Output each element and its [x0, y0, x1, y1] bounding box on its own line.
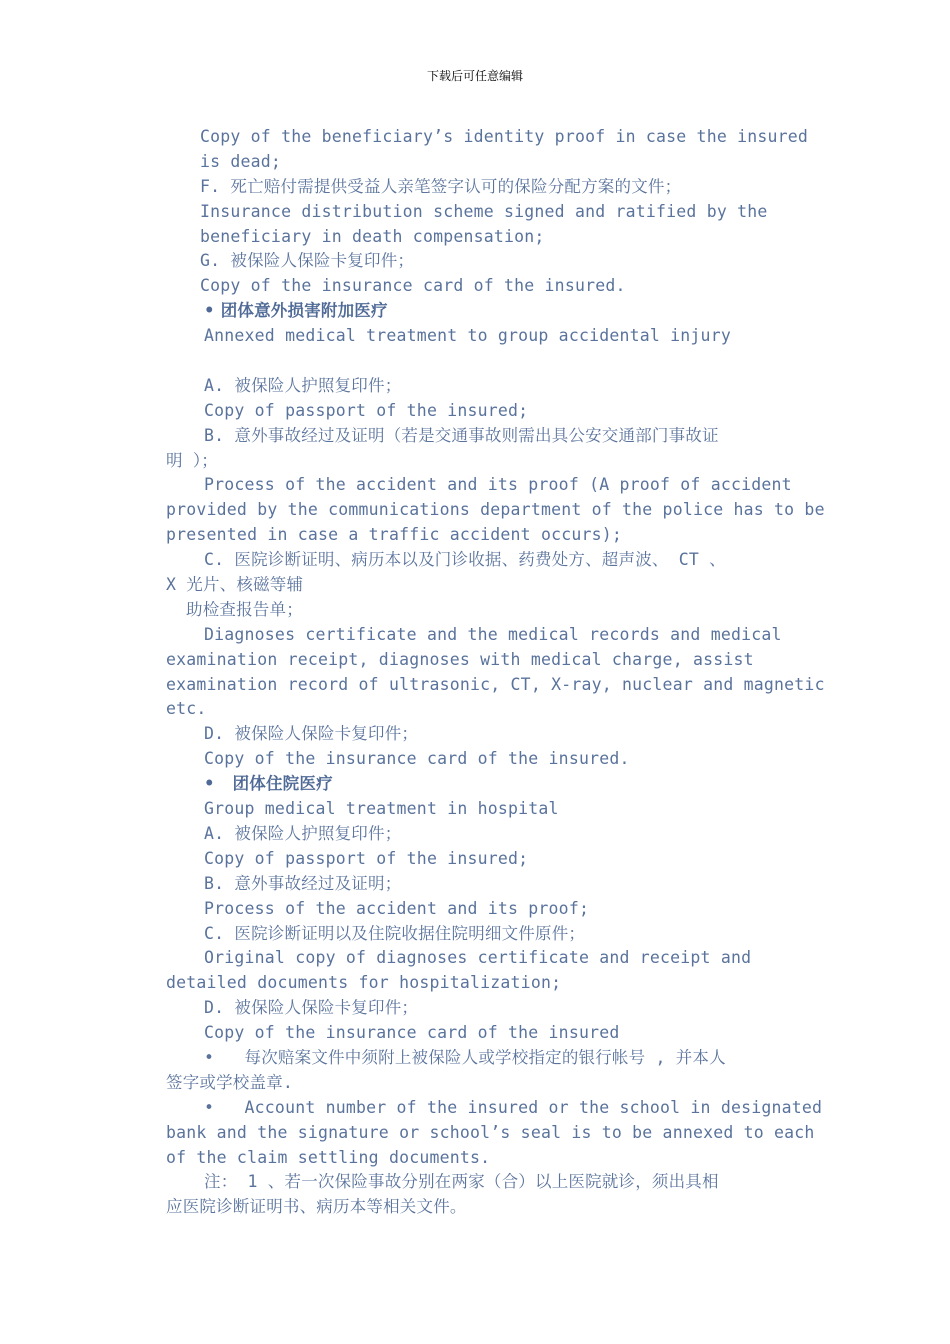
- text-line: Copy of the insurance card of the insured: [204, 1023, 620, 1043]
- text-line: Copy of passport of the insured;: [204, 400, 529, 420]
- blank-line: [166, 349, 794, 374]
- text-line: Copy of passport of the insured;: [204, 848, 529, 868]
- text-line: Diagnoses certificate and the medical records and medical: [204, 624, 782, 644]
- text-line: Copy of the insurance card of the insured.: [200, 276, 626, 296]
- text-line: C. 医院诊断证明以及住院收据住院明细文件原件；: [204, 923, 586, 943]
- text-line: 助检查报告单；: [186, 599, 303, 619]
- text-line: F. 死亡赔付需提供受益人亲笔签字认可的保险分配方案的文件；: [200, 176, 682, 196]
- text-line: • 每次赔案文件中须附上被保险人或学校指定的银行帐号 , 并本人: [204, 1047, 726, 1067]
- text-line: Insurance distribution scheme signed and ratified by the: [200, 201, 768, 221]
- text-line: Copy of the beneficiary’s identity proof in case the insured: [200, 127, 809, 146]
- document-body: [166, 125, 825, 1220]
- section-heading: • 团体意外损害附加医疗: [204, 301, 388, 321]
- text-line: examination record of ultrasonic, CT, X-ray, nuclear and magnetic: [166, 674, 825, 694]
- text-line: Process of the accident and its proof;: [204, 898, 590, 918]
- text-line: B. 意外事故经过及证明；: [204, 873, 402, 893]
- text-line: D. 被保险人保险卡复印件；: [204, 998, 419, 1018]
- text-line: provided by the communications department of the police has to be: [166, 500, 825, 520]
- text-line: B. 意外事故经过及证明（若是交通事故则需出具公安交通部门事故证: [204, 425, 719, 445]
- text-line: 应医院诊断证明书、病历本等相关文件。: [166, 1197, 467, 1217]
- text-line: D. 被保险人保险卡复印件；: [204, 724, 419, 744]
- text-line: Group medical treatment in hospital: [204, 799, 559, 819]
- text-line: Annexed medical treatment to group accidental injury: [204, 326, 731, 346]
- text-line: A. 被保险人护照复印件；: [204, 823, 402, 843]
- text-line: Copy of the insurance card of the insured.: [204, 749, 630, 769]
- text-line: G. 被保险人保险卡复印件；: [200, 251, 415, 271]
- page-header: 下载后可任意编辑: [426, 69, 523, 83]
- text-line: is dead;: [200, 151, 282, 171]
- text-line: C. 医院诊断证明、病历本以及门诊收据、药费处方、超声波、 CT 、: [204, 550, 726, 570]
- text-line: 明 ）；: [166, 450, 218, 470]
- text-line: Original copy of diagnoses certificate and receipt and: [204, 948, 752, 968]
- text-line: of the claim settling documents.: [166, 1147, 491, 1167]
- text-line: X 光片、核磁等辅: [166, 575, 304, 595]
- text-line: 签字或学校盖章.: [166, 1072, 294, 1092]
- text-line: detailed documents for hospitalization;: [166, 973, 562, 993]
- text-line: • Account number of the insured or the school in designated: [204, 1097, 823, 1117]
- text-line: A. 被保险人护照复印件；: [204, 375, 402, 395]
- text-line: etc.: [166, 699, 207, 719]
- text-line: examination receipt, diagnoses with medical charge, assist: [166, 649, 754, 669]
- text-line: Process of the accident and its proof (A proof of accident: [204, 475, 792, 495]
- section-heading: • 团体住院医疗: [204, 774, 333, 794]
- text-line: beneficiary in death compensation;: [200, 226, 545, 246]
- text-line: bank and the signature or school’s seal is to be annexed to each: [166, 1122, 815, 1142]
- text-line: presented in case a traffic accident occurs);: [166, 525, 623, 545]
- text-line: 注： 1 、若一次保险事故分别在两家（合）以上医院就诊，须出具相: [204, 1172, 719, 1192]
